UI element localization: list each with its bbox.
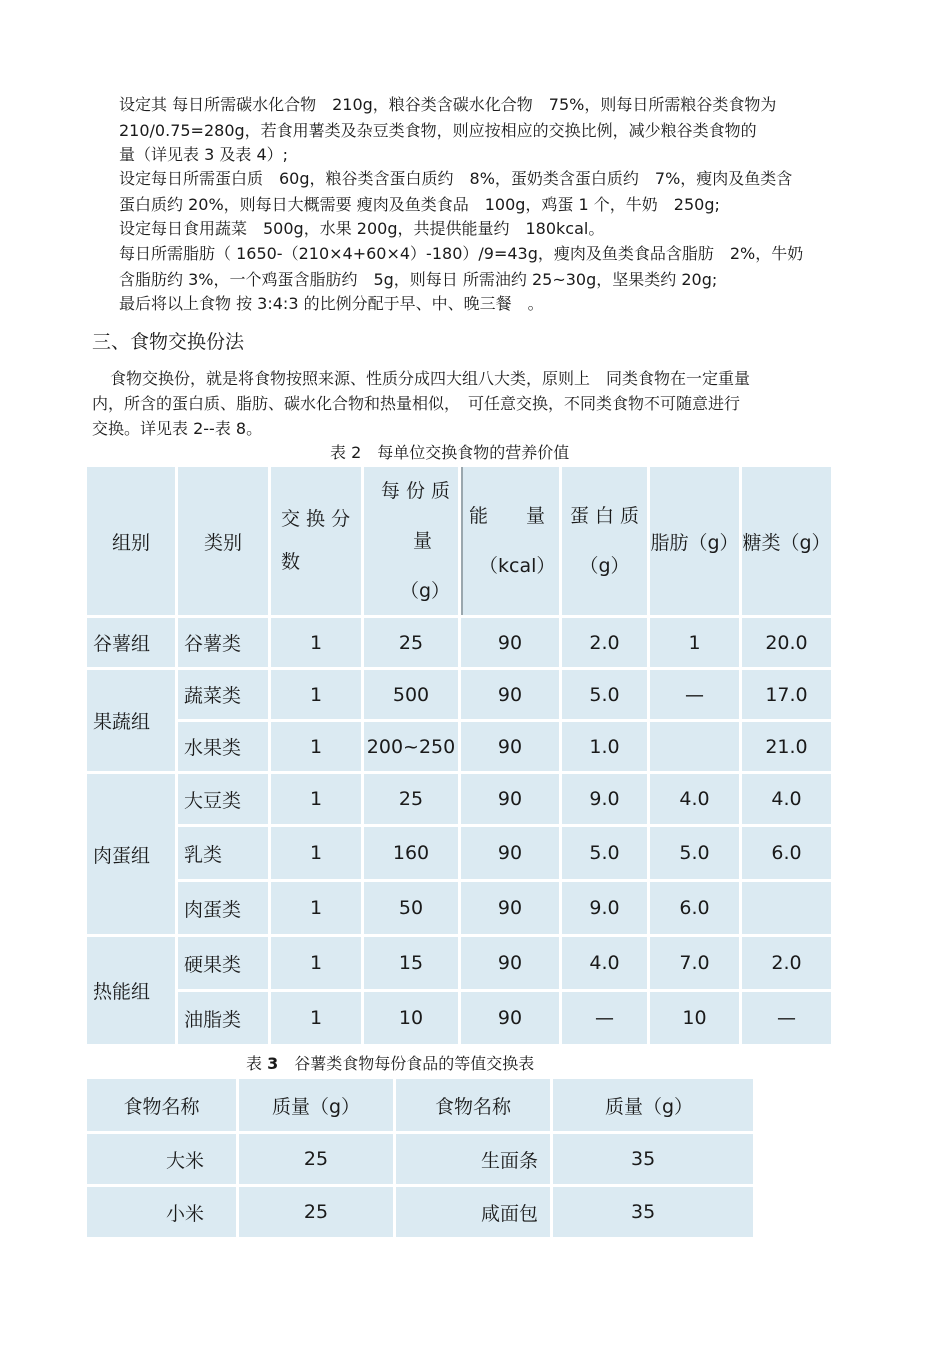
paragraph-line: 设定每日所需蛋白质 60g，粮谷类含蛋白质约 8%，蛋奶类含蛋白质约 7%，瘦肉及鱼类含 xyxy=(119,169,793,188)
header-weight: 质量（g） xyxy=(239,1079,393,1131)
table-row xyxy=(87,827,831,879)
header-sugar: 糖类（g） xyxy=(742,467,831,615)
grain-exchange-table xyxy=(84,1076,756,1240)
header-weight-line1: 每 份 质 xyxy=(380,479,450,502)
weight-cell: 200~250 xyxy=(364,722,458,771)
sugar-cell: 2.0 xyxy=(742,937,831,989)
protein-cell: 4.0 xyxy=(562,937,647,989)
group-cell: 热能组 xyxy=(87,937,175,1044)
weight-cell: 25 xyxy=(239,1187,393,1237)
protein-cell: 2.0 xyxy=(562,618,647,667)
header-protein-line2: （g） xyxy=(579,554,630,577)
servings-cell: 1 xyxy=(271,827,361,879)
food-name-cell: 咸面包 xyxy=(396,1187,550,1237)
servings-cell: 1 xyxy=(271,774,361,824)
sugar-cell: 17.0 xyxy=(742,670,831,719)
paragraph-line: 设定每日食用蔬菜 500g，水果 200g，共提供能量约 180kcal。 xyxy=(119,219,605,238)
fat-cell: 7.0 xyxy=(650,937,739,989)
category-cell: 谷薯类 xyxy=(178,618,268,667)
weight-cell: 160 xyxy=(364,827,458,879)
header-category: 类别 xyxy=(178,467,268,615)
header-weight-line2: 量 xyxy=(412,529,432,552)
protein-cell: 5.0 xyxy=(562,827,647,879)
group-cell: 果蔬组 xyxy=(87,670,175,771)
sugar-cell: 6.0 xyxy=(742,827,831,879)
header-servings-line2: 数 xyxy=(281,551,301,573)
fat-cell xyxy=(650,722,739,771)
paragraph-line: 210/0.75=280g，若食用薯类及杂豆类食物，则应按相应的交换比例，减少粮谷类食物的 xyxy=(119,121,757,140)
food-name-cell: 小米 xyxy=(87,1187,236,1237)
header-energy xyxy=(461,467,559,615)
category-cell: 油脂类 xyxy=(178,992,268,1044)
energy-cell: 90 xyxy=(461,992,559,1044)
fat-cell: 4.0 xyxy=(650,774,739,824)
weight-cell: 35 xyxy=(553,1134,753,1184)
table-header-row xyxy=(87,467,831,615)
category-cell: 蔬菜类 xyxy=(178,670,268,719)
sugar-cell: 21.0 xyxy=(742,722,831,771)
table-row xyxy=(87,670,831,719)
table3-caption-text: 谷薯类食物每份食品的等值交换表 xyxy=(278,1054,535,1073)
servings-cell: 1 xyxy=(271,992,361,1044)
sugar-cell xyxy=(742,882,831,934)
table-row xyxy=(87,722,831,771)
header-weight: 质量（g） xyxy=(553,1079,753,1131)
table-row xyxy=(87,882,831,934)
category-cell: 肉蛋类 xyxy=(178,882,268,934)
table-row xyxy=(87,992,831,1044)
sugar-cell: 20.0 xyxy=(742,618,831,667)
paragraph-line: 每日所需脂肪（ 1650-（210×4+60×4）-180）/9=43g，瘦肉及鱼类食品含脂肪 2%，牛奶 xyxy=(119,244,804,263)
group-cell: 肉蛋组 xyxy=(87,774,175,934)
protein-cell: 1.0 xyxy=(562,722,647,771)
servings-cell: 1 xyxy=(271,618,361,667)
sugar-cell: — xyxy=(742,992,831,1044)
header-energy-line1: 能 量 xyxy=(469,504,546,527)
nutrition-table xyxy=(84,464,834,1047)
weight-cell: 50 xyxy=(364,882,458,934)
paragraph-line: 设定其 每日所需碳水化合物 210g，粮谷类含碳水化合物 75%，则每日所需粮谷类食物为 xyxy=(119,95,777,114)
weight-cell: 35 xyxy=(553,1187,753,1237)
weight-cell: 500 xyxy=(364,670,458,719)
protein-cell: 5.0 xyxy=(562,670,647,719)
servings-cell: 1 xyxy=(271,882,361,934)
table-row xyxy=(87,1134,753,1184)
table-header-row xyxy=(87,1079,753,1131)
fat-cell: 5.0 xyxy=(650,827,739,879)
energy-cell: 90 xyxy=(461,722,559,771)
group-cell: 谷薯组 xyxy=(87,618,175,667)
table-row xyxy=(87,774,831,824)
energy-cell: 90 xyxy=(461,670,559,719)
weight-cell: 10 xyxy=(364,992,458,1044)
energy-cell: 90 xyxy=(461,882,559,934)
protein-cell: 9.0 xyxy=(562,882,647,934)
servings-cell: 1 xyxy=(271,670,361,719)
weight-cell: 25 xyxy=(239,1134,393,1184)
table3-caption xyxy=(246,1053,534,1075)
header-protein-line1: 蛋 白 质 xyxy=(569,504,640,527)
servings-cell: 1 xyxy=(271,722,361,771)
paragraph-line: 交换。详见表 2--表 8。 xyxy=(92,419,263,438)
protein-cell: — xyxy=(562,992,647,1044)
protein-cell: 9.0 xyxy=(562,774,647,824)
table-row xyxy=(87,937,831,989)
paragraph-line: 食物交换份，就是将食物按照来源、性质分成四大组八大类，原则上 同类食物在一定重量 xyxy=(110,369,751,388)
header-energy-line2: （kcal） xyxy=(479,554,556,577)
fat-cell: 10 xyxy=(650,992,739,1044)
paragraph-line: 最后将以上食物 按 3:4:3 的比例分配于早、中、晚三餐 。 xyxy=(119,294,544,313)
table3-caption-prefix: 表 xyxy=(246,1054,268,1073)
fat-cell: 1 xyxy=(650,618,739,667)
header-weight-line3: （g） xyxy=(399,579,450,602)
category-cell: 硬果类 xyxy=(178,937,268,989)
table-row xyxy=(87,618,831,667)
food-name-cell: 大米 xyxy=(87,1134,236,1184)
header-food-name: 食物名称 xyxy=(87,1079,236,1131)
servings-cell: 1 xyxy=(271,937,361,989)
category-cell: 乳类 xyxy=(178,827,268,879)
energy-cell: 90 xyxy=(461,774,559,824)
table3-caption-number: 3 xyxy=(267,1054,279,1073)
weight-cell: 25 xyxy=(364,774,458,824)
header-fat: 脂肪（g） xyxy=(650,467,739,615)
sugar-cell: 4.0 xyxy=(742,774,831,824)
paragraph-line: 内，所含的蛋白质、脂肪、碳水化合物和热量相似， 可任意交换，不同类食物不可随意进行 xyxy=(92,394,741,413)
header-protein xyxy=(562,467,647,615)
category-cell: 大豆类 xyxy=(178,774,268,824)
header-servings xyxy=(271,467,361,615)
fat-cell: 6.0 xyxy=(650,882,739,934)
table2-caption: 表 2 每单位交换食物的营养价值 xyxy=(330,443,570,462)
food-name-cell: 生面条 xyxy=(396,1134,550,1184)
energy-cell: 90 xyxy=(461,937,559,989)
fat-cell: — xyxy=(650,670,739,719)
weight-cell: 25 xyxy=(364,618,458,667)
header-food-name: 食物名称 xyxy=(396,1079,550,1131)
header-servings-line1: 交 换 分 xyxy=(281,508,351,530)
category-cell: 水果类 xyxy=(178,722,268,771)
energy-cell: 90 xyxy=(461,618,559,667)
weight-cell: 15 xyxy=(364,937,458,989)
section-title: 三、食物交换份法 xyxy=(92,331,245,353)
paragraph-line: 含脂肪约 3%，一个鸡蛋含脂肪约 5g，则每日 所需油约 25~30g，坚果类约 20g; xyxy=(119,270,718,289)
header-group: 组别 xyxy=(87,467,175,615)
header-weight xyxy=(364,467,458,615)
table-row xyxy=(87,1187,753,1237)
paragraph-line: 蛋白质约 20%，则每日大概需要 瘦肉及鱼类食品 100g，鸡蛋 1 个，牛奶 250g; xyxy=(119,195,720,214)
paragraph-line: 量（详见表 3 及表 4）; xyxy=(119,145,289,164)
energy-cell: 90 xyxy=(461,827,559,879)
